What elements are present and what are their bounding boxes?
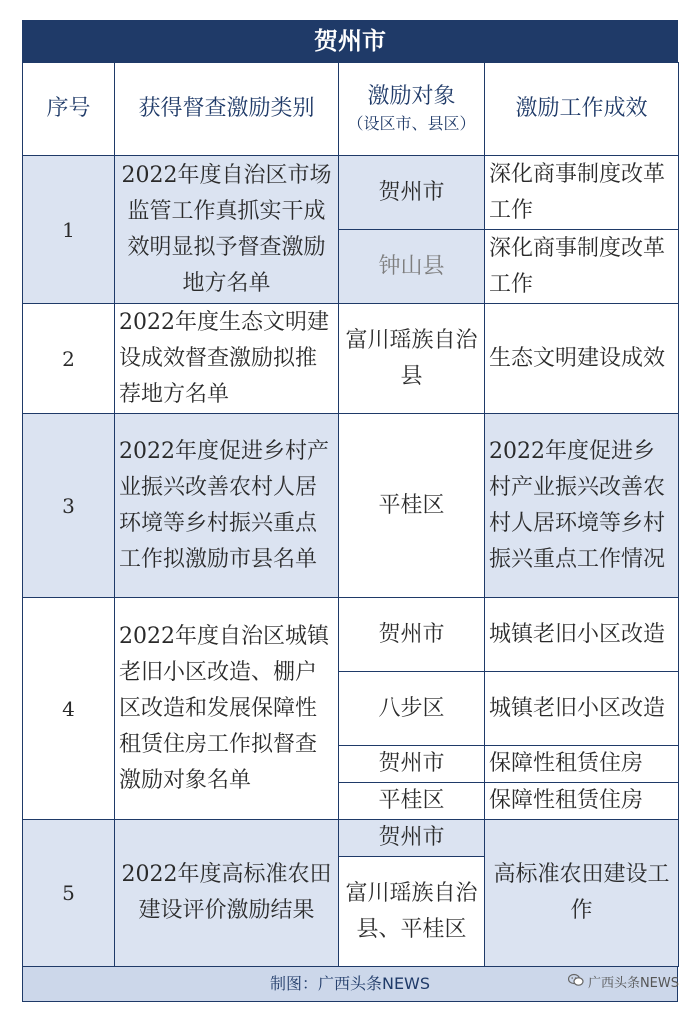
row-result: 城镇老旧小区改造 <box>485 672 679 746</box>
table-container <box>22 20 678 1002</box>
footer <box>22 967 678 1002</box>
row-target: 贺州市 <box>339 746 485 783</box>
table-row <box>23 598 679 672</box>
row-target: 贺州市 <box>339 820 485 857</box>
row-target: 贺州市 <box>339 156 485 230</box>
footer-credit: 制图：广西头条NEWS <box>269 974 431 993</box>
col-target-header <box>339 63 485 156</box>
row-target: 八步区 <box>339 672 485 746</box>
row-result: 生态文明建设成效 <box>485 304 679 414</box>
row-result: 城镇老旧小区改造 <box>485 598 679 672</box>
row-result: 保障性租赁住房 <box>485 746 679 783</box>
table-row <box>23 820 679 857</box>
row-index: 4 <box>23 598 115 820</box>
row-target: 贺州市 <box>339 598 485 672</box>
header-row <box>23 63 679 156</box>
row-index: 2 <box>23 304 115 414</box>
row-result: 保障性租赁住房 <box>485 783 679 820</box>
watermark <box>568 973 679 994</box>
watermark-text: 广西头条NEWS <box>587 976 679 991</box>
row-target: 钟山县 <box>339 230 485 304</box>
row-target: 平桂区 <box>339 783 485 820</box>
row-result: 2022年度促进乡村产业振兴改善农村人居环境等乡村振兴重点工作情况 <box>485 414 679 598</box>
col-target-sublabel: （设区市、县区） <box>347 114 476 133</box>
row-target: 富川瑶族自治县、平桂区 <box>339 857 485 967</box>
row-category: 2022年度促进乡村产业振兴改善农村人居环境等乡村振兴重点工作拟激励市县名单 <box>115 414 339 598</box>
row-index: 1 <box>23 156 115 304</box>
col-target-label: 激励对象 <box>367 84 456 109</box>
row-category: 2022年度生态文明建设成效督查激励拟推荐地方名单 <box>115 304 339 414</box>
row-category: 2022年度自治区市场监管工作真抓实干成效明显拟予督查激励地方名单 <box>115 156 339 304</box>
table-row <box>23 414 679 598</box>
row-result: 深化商事制度改革工作 <box>485 230 679 304</box>
col-category-header: 获得督查激励类别 <box>115 63 339 156</box>
table-row <box>23 156 679 230</box>
row-index: 3 <box>23 414 115 598</box>
col-result-header: 激励工作成效 <box>485 63 679 156</box>
table-row <box>23 304 679 414</box>
incentive-table <box>22 62 679 967</box>
row-category: 2022年度高标准农田建设评价激励结果 <box>115 820 339 967</box>
row-category: 2022年度自治区城镇老旧小区改造、棚户区改造和发展保障性租赁住房工作拟督查激励对象名单 <box>115 598 339 820</box>
row-result: 深化商事制度改革工作 <box>485 156 679 230</box>
col-index-header: 序号 <box>23 63 115 156</box>
row-index: 5 <box>23 820 115 967</box>
table-title: 贺州市 <box>22 20 678 62</box>
row-target: 富川瑶族自治县 <box>339 304 485 414</box>
row-result: 高标准农田建设工作 <box>485 820 679 967</box>
wechat-icon <box>568 973 584 994</box>
row-target: 平桂区 <box>339 414 485 598</box>
